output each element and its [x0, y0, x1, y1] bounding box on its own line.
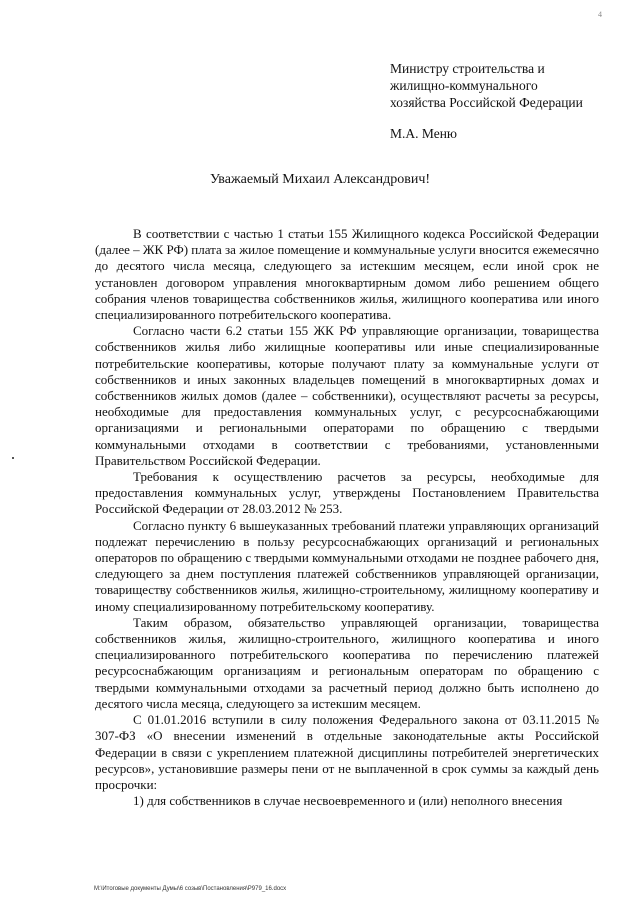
corner-mark: 4 — [598, 10, 602, 19]
paragraph: Требования к осуществлению расчетов за ресурсы, необходимые для предоставления коммунальных услуг, утверждены Постановлением Правительства Российской Федерации от 28.03.2012 № 253. — [95, 469, 599, 517]
addressee-name: М.А. Меню — [390, 126, 458, 141]
addressee-line: жилищно-коммунального — [390, 78, 538, 93]
paragraph: В соответствии с частью 1 статьи 155 Жилищного кодекса Российской Федерации (далее – ЖК РФ) плата за жилое помещение и коммунальные услуги вносится ежемесячно до десятого числа месяца, следующего за истекшим месяцем, если иной срок не установлен договором управления многоквартирным домом либо решением общего собрания членов товарищества собственников жилья, жилищного кооператива или иного специализированного потребительского кооператива. — [95, 226, 599, 323]
paragraph: Таким образом, обязательство управляющей организации, товарищества собственников жилья, жилищно-строительного, жилищного кооператива и иного специализированного потребительского кооператива по перечислению платежей ресурсоснабжающим организациям и региональным операторам по обращению с твердыми коммунальными отходами за расчетный период должно быть исполнено до десятого числа месяца, следующего за истекшим месяцем. — [95, 614, 599, 711]
addressee-block — [390, 60, 630, 111]
paragraph: 1) для собственников в случае несвоевременного и (или) неполного внесения — [133, 793, 563, 809]
letter-body — [95, 226, 599, 809]
addressee-line: Министру строительства и — [390, 61, 545, 76]
salutation: Уважаемый Михаил Александрович! — [209, 172, 431, 187]
file-path-footer: M:\Итоговые документы Думы\6 созыв\Постановления\Р979_16.docx — [94, 886, 287, 892]
addressee-line: хозяйства Российской Федерации — [390, 95, 583, 110]
paragraph: Согласно части 6.2 статьи 155 ЖК РФ управляющие организации, товарищества собственников жилья либо жилищные кооперативы или иные специализированные потребительские кооперативы, которые получают плату за коммунальные услуги от собственников и иных законных владельцев помещений в многоквартирных домах и собственников жилых домов (далее – собственники), осуществляют расчеты за ресурсы, необходимые для предоставления коммунальных услуг, с ресурсоснабжающими организациями и региональными операторами по обращению с твердыми коммунальными отходами в соответствии с требованиями, установленными Правительством Российской Федерации. — [95, 323, 599, 468]
margin-dot — [12, 457, 14, 459]
paragraph: С 01.01.2016 вступили в силу положения Федерального закона от 03.11.2015 № 307-ФЗ «О внесении изменений в отдельные законодательные акты Российской Федерации в связи с укреплением платежной дисциплины потребителей энергетических ресурсов», установившие размеры пени от не выплаченной в срок суммы за каждый день просрочки: — [95, 712, 599, 792]
paragraph: Согласно пункту 6 вышеуказанных требований платежи управляющих организаций подлежат перечислению в пользу ресурсоснабжающих организаций и региональных операторов по обращению с твердыми коммунальными отходами не позднее рабочего дня, следующего за днем поступления платежей собственников управляющей организации, товариществу собственников жилья, жилищно-строительному, жилищному кооперативу и иному специализированному потребительскому кооперативу. — [95, 517, 599, 614]
